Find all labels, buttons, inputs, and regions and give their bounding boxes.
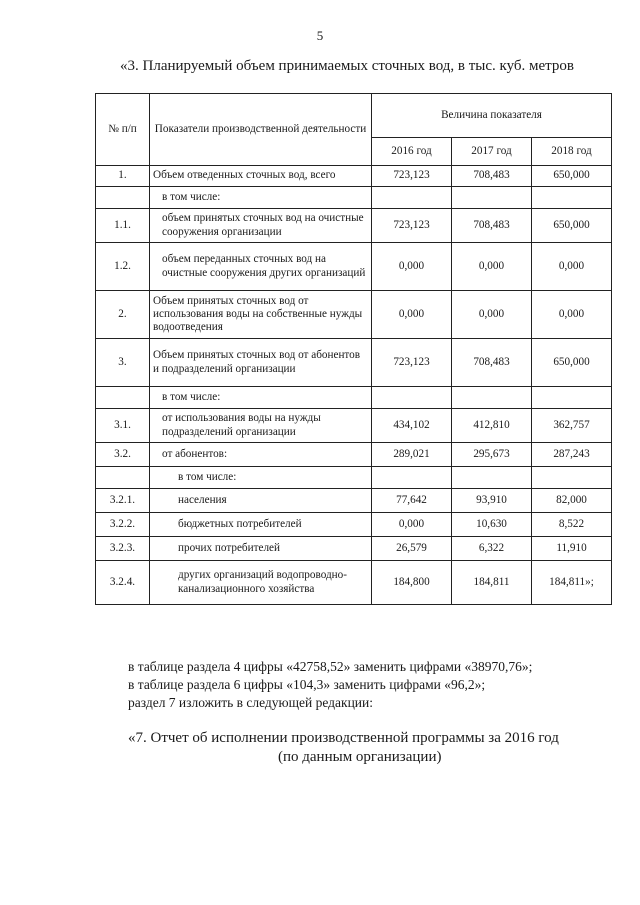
table-row [96,409,612,443]
row-value: 723,123 [372,166,452,187]
row-indicator: объем принятых сточных вод на очистные сооружения организации [150,209,372,243]
amendment-paragraph: раздел 7 изложить в следующей редакции: [128,695,374,710]
row-value: 708,483 [452,166,532,187]
row-value: 82,000 [532,489,612,513]
row-indicator: в том числе: [150,467,372,489]
row-number [96,387,150,409]
row-number: 3.2.2. [96,513,150,537]
row-value: 10,630 [452,513,532,537]
page-number: 5 [316,28,324,43]
row-value: 8,522 [532,513,612,537]
table-row [96,291,612,339]
row-value [372,467,452,489]
row-indicator: от абонентов: [150,443,372,467]
table-row [96,243,612,291]
row-value: 0,000 [532,291,612,339]
row-value: 650,000 [532,209,612,243]
row-value: 184,811»; [532,561,612,605]
header-year: 2016 год [372,138,452,166]
header-year: 2018 год [532,138,612,166]
row-indicator: прочих потребителей [150,537,372,561]
row-indicator: от использования воды на нужды подразделений организации [150,409,372,443]
row-indicator: Объем принятых сточных вод от абонентов и подразделений организации [150,339,372,387]
row-indicator: в том числе: [150,387,372,409]
section-title: «3. Планируемый объем принимаемых сточных вод, в тыс. куб. метров [120,58,574,74]
row-value [532,387,612,409]
row-number: 1.2. [96,243,150,291]
table-row [96,513,612,537]
row-indicator: бюджетных потребителей [150,513,372,537]
row-number: 3.2. [96,443,150,467]
table-row [96,467,612,489]
report-subtitle: (по данным организации) [278,749,442,765]
row-value: 26,579 [372,537,452,561]
table-row [96,561,612,605]
row-value: 723,123 [372,339,452,387]
row-number: 3.2.3. [96,537,150,561]
row-value: 184,811 [452,561,532,605]
row-value: 184,800 [372,561,452,605]
row-number: 3.1. [96,409,150,443]
header-value-group: Величина показателя [372,94,612,138]
row-value: 723,123 [372,209,452,243]
row-indicator: в том числе: [150,187,372,209]
row-value: 0,000 [372,291,452,339]
row-number: 1.1. [96,209,150,243]
header-year: 2017 год [452,138,532,166]
row-value: 289,021 [372,443,452,467]
row-value: 708,483 [452,209,532,243]
row-value: 11,910 [532,537,612,561]
row-value: 295,673 [452,443,532,467]
row-value: 77,642 [372,489,452,513]
row-value [532,187,612,209]
row-number: 3.2.1. [96,489,150,513]
row-value: 0,000 [372,243,452,291]
row-value: 6,322 [452,537,532,561]
row-indicator: населения [150,489,372,513]
row-value [532,467,612,489]
table-row [96,387,612,409]
row-value: 412,810 [452,409,532,443]
row-value: 362,757 [532,409,612,443]
row-value [372,387,452,409]
amendment-text [128,658,532,712]
row-indicator: других организаций водопроводно-канализационного хозяйства [150,561,372,605]
row-value: 0,000 [452,243,532,291]
table-body [96,166,612,605]
row-value: 0,000 [532,243,612,291]
row-number [96,187,150,209]
row-number: 2. [96,291,150,339]
row-value: 93,910 [452,489,532,513]
amendment-paragraph: в таблице раздела 4 цифры «42758,52» заменить цифрами «38970,76»; [128,659,533,674]
header-num: № п/п [96,94,150,166]
row-number [96,467,150,489]
table-row [96,166,612,187]
table-row [96,209,612,243]
row-value: 650,000 [532,166,612,187]
row-value: 434,102 [372,409,452,443]
row-indicator: Объем принятых сточных вод от использования воды на собственные нужды водоотведения [150,291,372,339]
report-title: «7. Отчет об исполнении производственной программы за 2016 год [128,730,559,746]
row-indicator: Объем отведенных сточных вод, всего [150,166,372,187]
row-value [372,187,452,209]
row-value: 0,000 [372,513,452,537]
table-row [96,489,612,513]
row-value: 650,000 [532,339,612,387]
table-row [96,187,612,209]
row-value [452,387,532,409]
header-indicator: Показатели производственной деятельности [150,94,372,166]
row-value: 708,483 [452,339,532,387]
row-value: 287,243 [532,443,612,467]
indicators-table [95,93,612,605]
row-value [452,187,532,209]
table-row [96,443,612,467]
row-value [452,467,532,489]
table-row [96,339,612,387]
row-value: 0,000 [452,291,532,339]
row-number: 3. [96,339,150,387]
amendment-paragraph: в таблице раздела 6 цифры «104,3» заменить цифрами «96,2»; [128,677,486,692]
row-number: 1. [96,166,150,187]
row-number: 3.2.4. [96,561,150,605]
row-indicator: объем переданных сточных вод на очистные сооружения других организаций [150,243,372,291]
table-row [96,537,612,561]
